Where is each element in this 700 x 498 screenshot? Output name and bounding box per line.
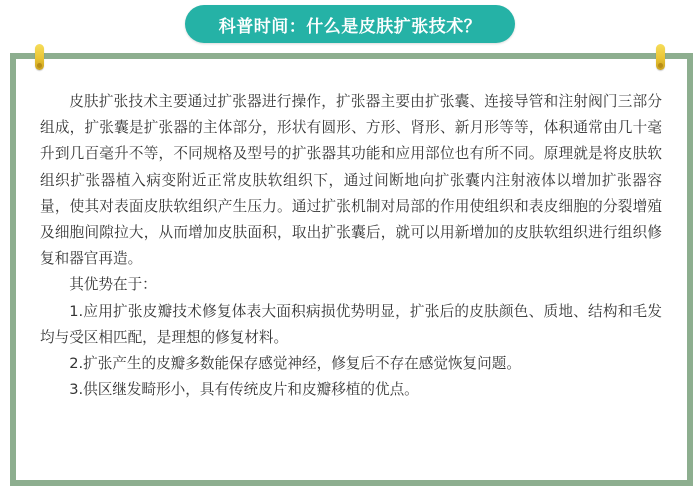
advantages-heading: 其优势在于： (69, 276, 157, 294)
title-banner (185, 5, 515, 43)
intro-paragraph: 皮肤扩张技术主要通过扩张器进行操作，扩张器主要由扩张囊、连接导管和注射阀门三部分组成，扩张囊是扩张器的主体部分，形状有圆形、方形、肾形、新月形等等，体积通常由几十毫升到几百毫升不等，不同规格及型号的扩张器其功能和应用部位也有所不同。原理就是将皮肤软组织扩张器植入病变附近正常皮肤软组织下，通过间断地向扩张囊内注射液体以增加扩张器容量，使其对表面皮肤软组织产生压力。通过扩张机制对局部的作用使组织和表皮细胞的分裂增殖及细胞间隙拉大，从而增加皮肤面积，取出扩张囊后，就可以用新增加的皮肤软组织进行组织修复和器官再造。 (40, 93, 662, 268)
article-body (40, 89, 662, 403)
advantage-item-2: 2.扩张产生的皮瓣多数能保存感觉神经，修复后不存在感觉恢复问题。 (69, 355, 521, 373)
page-title: 科普时间：什么是皮肤扩张技术？ (218, 16, 482, 37)
pin-right-icon (656, 44, 665, 70)
advantage-item-3: 3.供区继发畸形小，具有传统皮片和皮瓣移植的优点。 (69, 381, 419, 399)
advantage-item-1: 1.应用扩张皮瓣技术修复体表大面积病损优势明显，扩张后的皮肤颜色、质地、结构和毛发均与受区相匹配，是理想的修复材料。 (40, 302, 662, 346)
pin-left-icon (35, 44, 44, 70)
